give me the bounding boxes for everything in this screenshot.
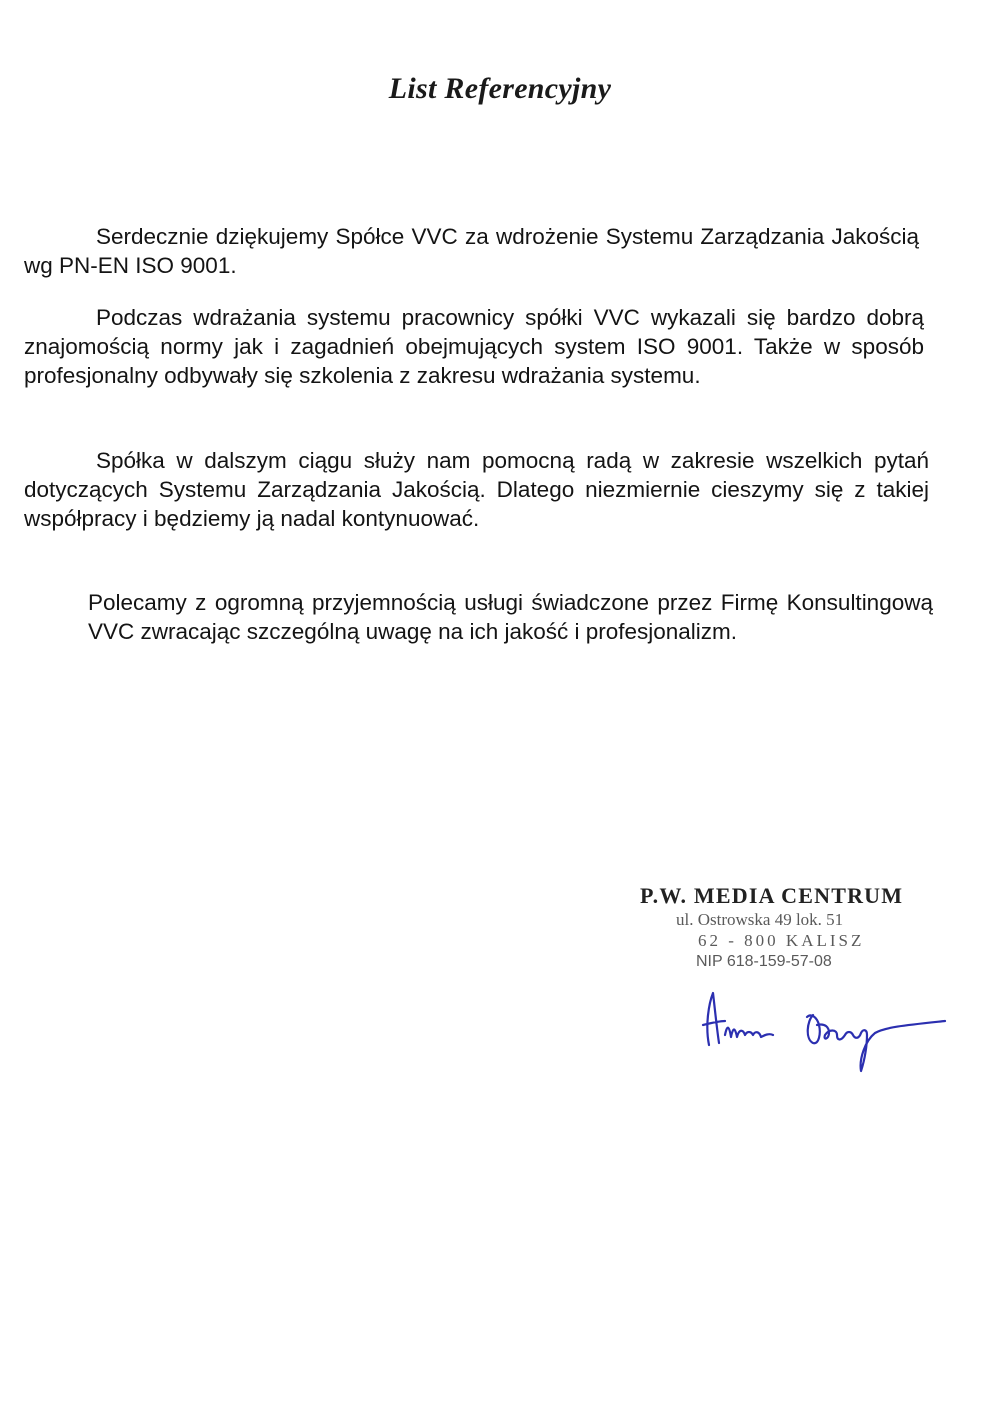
paragraph-3 (24, 446, 929, 533)
letter-title: List Referencyjny (388, 72, 612, 105)
paragraph-1 (24, 222, 919, 280)
paragraph-2 (24, 303, 924, 390)
paragraph-1-text: Serdecznie dziękujemy Spółce VVC za wdrożenie Systemu Zarządzania Jakością wg PN-EN ISO 9001. (24, 224, 919, 278)
paragraph-2-text: Podczas wdrażania systemu pracownicy spółki VVC wykazali się bardzo dobrą znajomością normy jak i zagadnień obejmujących system ISO 9001. Także w sposób profesjonalny odbywały się szkolenia z zakresu wdrażania systemu. (24, 305, 924, 388)
stamp-city: 62 - 800 KALISZ (698, 931, 865, 950)
paragraph-4 (88, 588, 933, 646)
handwritten-signature (695, 985, 965, 1080)
paragraph-4-text: Polecamy z ogromną przyjemnością usługi świadczone przez Firmę Konsultingową VVC zwracając szczególną uwagę na ich jakość i profesjonalizm. (88, 590, 933, 644)
stamp-address: ul. Ostrowska 49 lok. 51 (676, 910, 844, 929)
paragraph-3-text: Spółka w dalszym ciągu służy nam pomocną radą w zakresie wszelkich pytań dotyczących Systemu Zarządzania Jakością. Dlatego niezmiernie cieszymy się z takiej współpracy i będziemy ją nadal kontynuować. (24, 448, 929, 531)
stamp-nip: NIP 618-159-57-08 (696, 953, 832, 970)
stamp-company-name: P.W. MEDIA CENTRUM (640, 883, 904, 908)
company-stamp (640, 883, 930, 972)
